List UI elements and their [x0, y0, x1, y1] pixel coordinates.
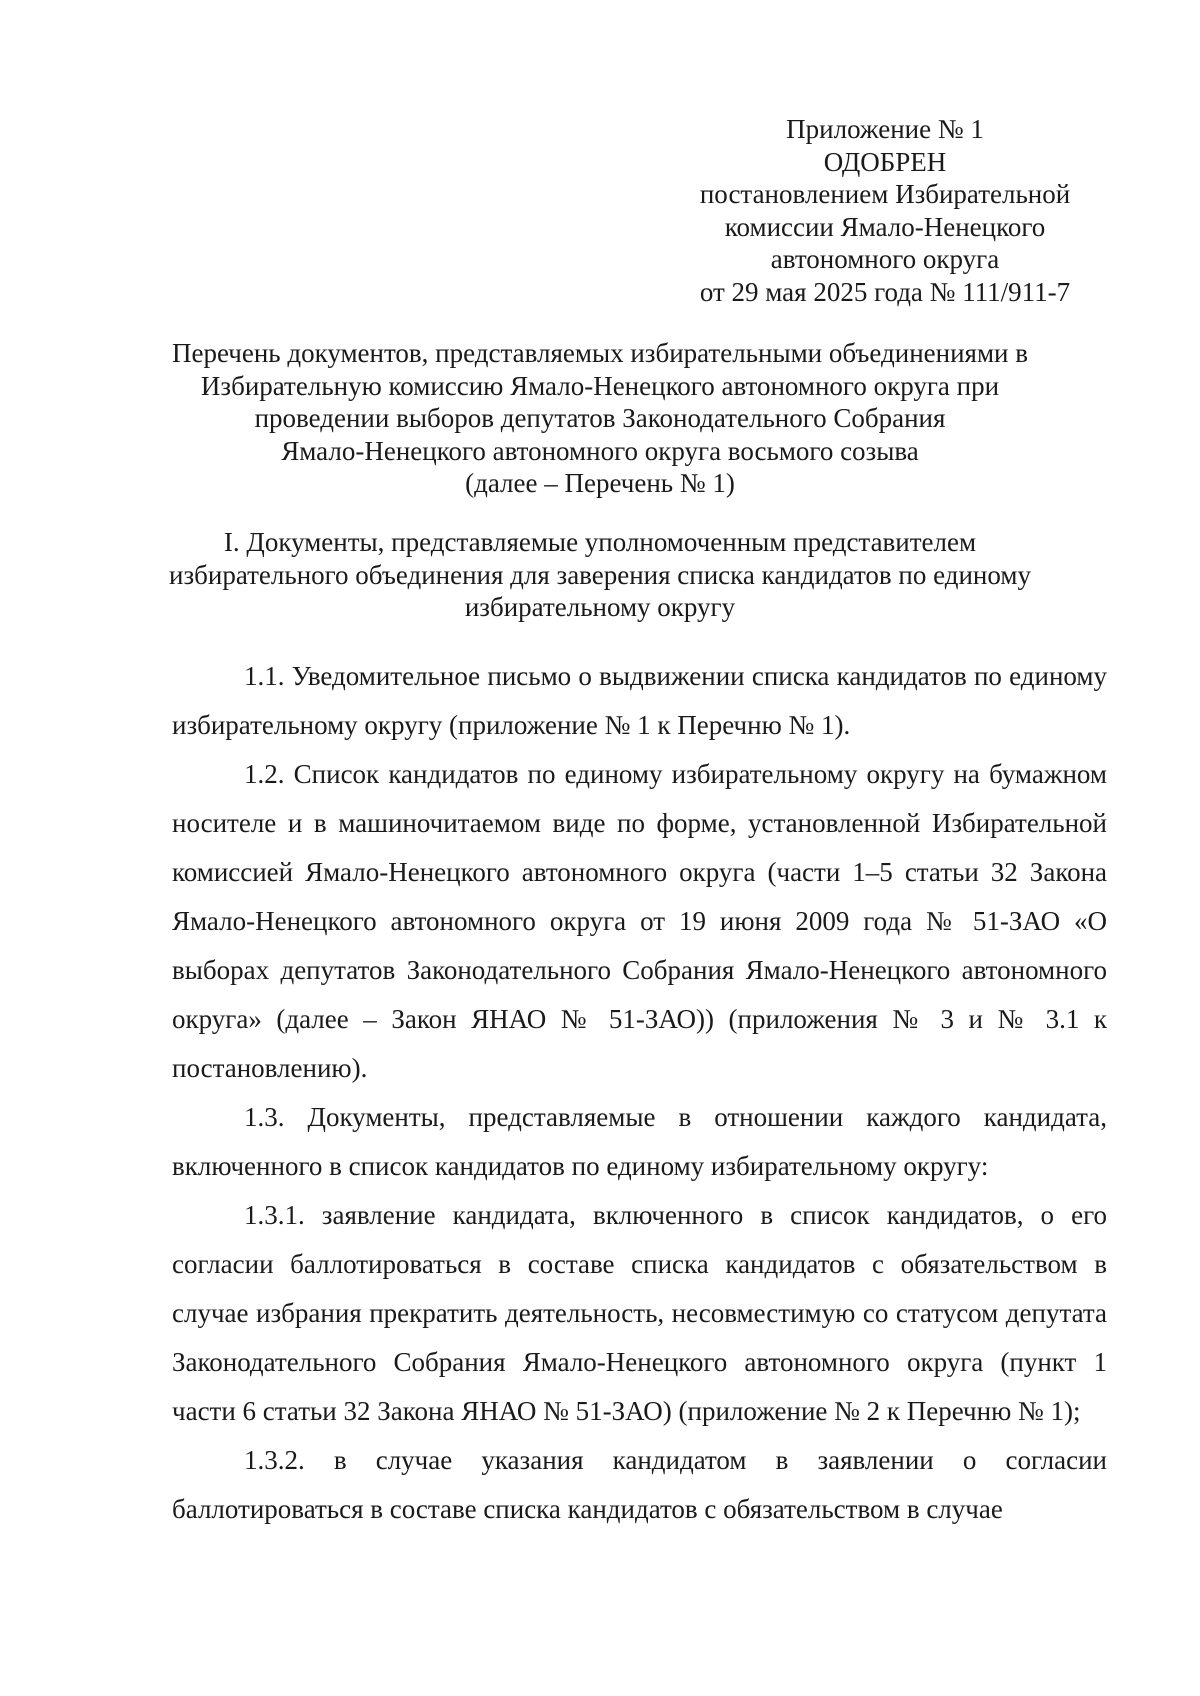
paragraph-1-3: 1.3. Документы, представляемые в отношении каждого кандидата, включенного в список кандидатов по единому избирательному округу:: [172, 1102, 1107, 1181]
paragraph-1-3-1: 1.3.1. заявление кандидата, включенного в список кандидатов, о его согласии баллотироваться в составе списка кандидатов с обязательством в случае избрания прекратить деятельность, несовместимую со статусом депутата Законодательного Собрания Ямало-Ненецкого автономного округа (пункт 1 части 6 статьи 32 Закона ЯНАО № 51-ЗАО) (приложение № 2 к Перечню № 1);: [172, 1200, 1107, 1426]
section-heading-line: избирательного объединения для заверения списка кандидатов по единому: [169, 559, 1031, 590]
approved-label: ОДОБРЕН: [823, 146, 947, 177]
approval-line: комиссии Ямало-Ненецкого: [724, 211, 1046, 242]
title-line: Ямало-Ненецкого автономного округа восьмого созыва: [281, 435, 919, 466]
paragraph-1-1: 1.1. Уведомительное письмо о выдвижении списка кандидатов по единому избирательному округу (приложение № 1 к Перечню № 1).: [172, 661, 1107, 740]
title-line: Перечень документов, представляемых избирательными объединениями в: [171, 338, 1028, 368]
section-heading-line: I. Документы, представляемые уполномоченным представителем: [223, 527, 977, 557]
approval-date-number: от 29 мая 2025 года № 111/911-7: [699, 276, 1071, 307]
appendix-number: Приложение № 1: [786, 114, 984, 144]
section-heading: [150, 526, 1050, 624]
document-body: [172, 652, 1107, 1534]
paragraph-1-3-2: 1.3.2. в случае указания кандидатом в заявлении о согласии баллотироваться в составе списка кандидатов с обязательством в случае: [172, 1445, 1107, 1524]
approval-line: автономного округа: [770, 244, 1000, 274]
title-line: Избирательную комиссию Ямало-Ненецкого автономного округа при: [200, 370, 1000, 401]
title-line: (далее – Перечень № 1): [465, 468, 735, 498]
approval-line: постановлением Избирательной: [699, 179, 1071, 209]
approval-stamp-block: [680, 113, 1090, 308]
paragraph-1-2: 1.2. Список кандидатов по единому избирательному округу на бумажном носителе и в машиночитаемом виде по форме, установленной Избирательной комиссией Ямало-Ненецкого автономного округа (части 1–5 статьи 32 Закона Ямало-Ненецкого автономного округа от 19 июня 2009 года № 51-ЗАО «О выборах депутатов Законодательного Собрания Ямало-Ненецкого автономного округа» (далее – Закон ЯНАО № 51-ЗАО)) (приложения № 3 и № 3.1 к постановлению).: [172, 759, 1107, 1083]
document-title: [150, 337, 1050, 500]
section-heading-line: избирательному округу: [464, 592, 736, 622]
title-line: проведении выборов депутатов Законодательного Собрания: [254, 403, 946, 433]
